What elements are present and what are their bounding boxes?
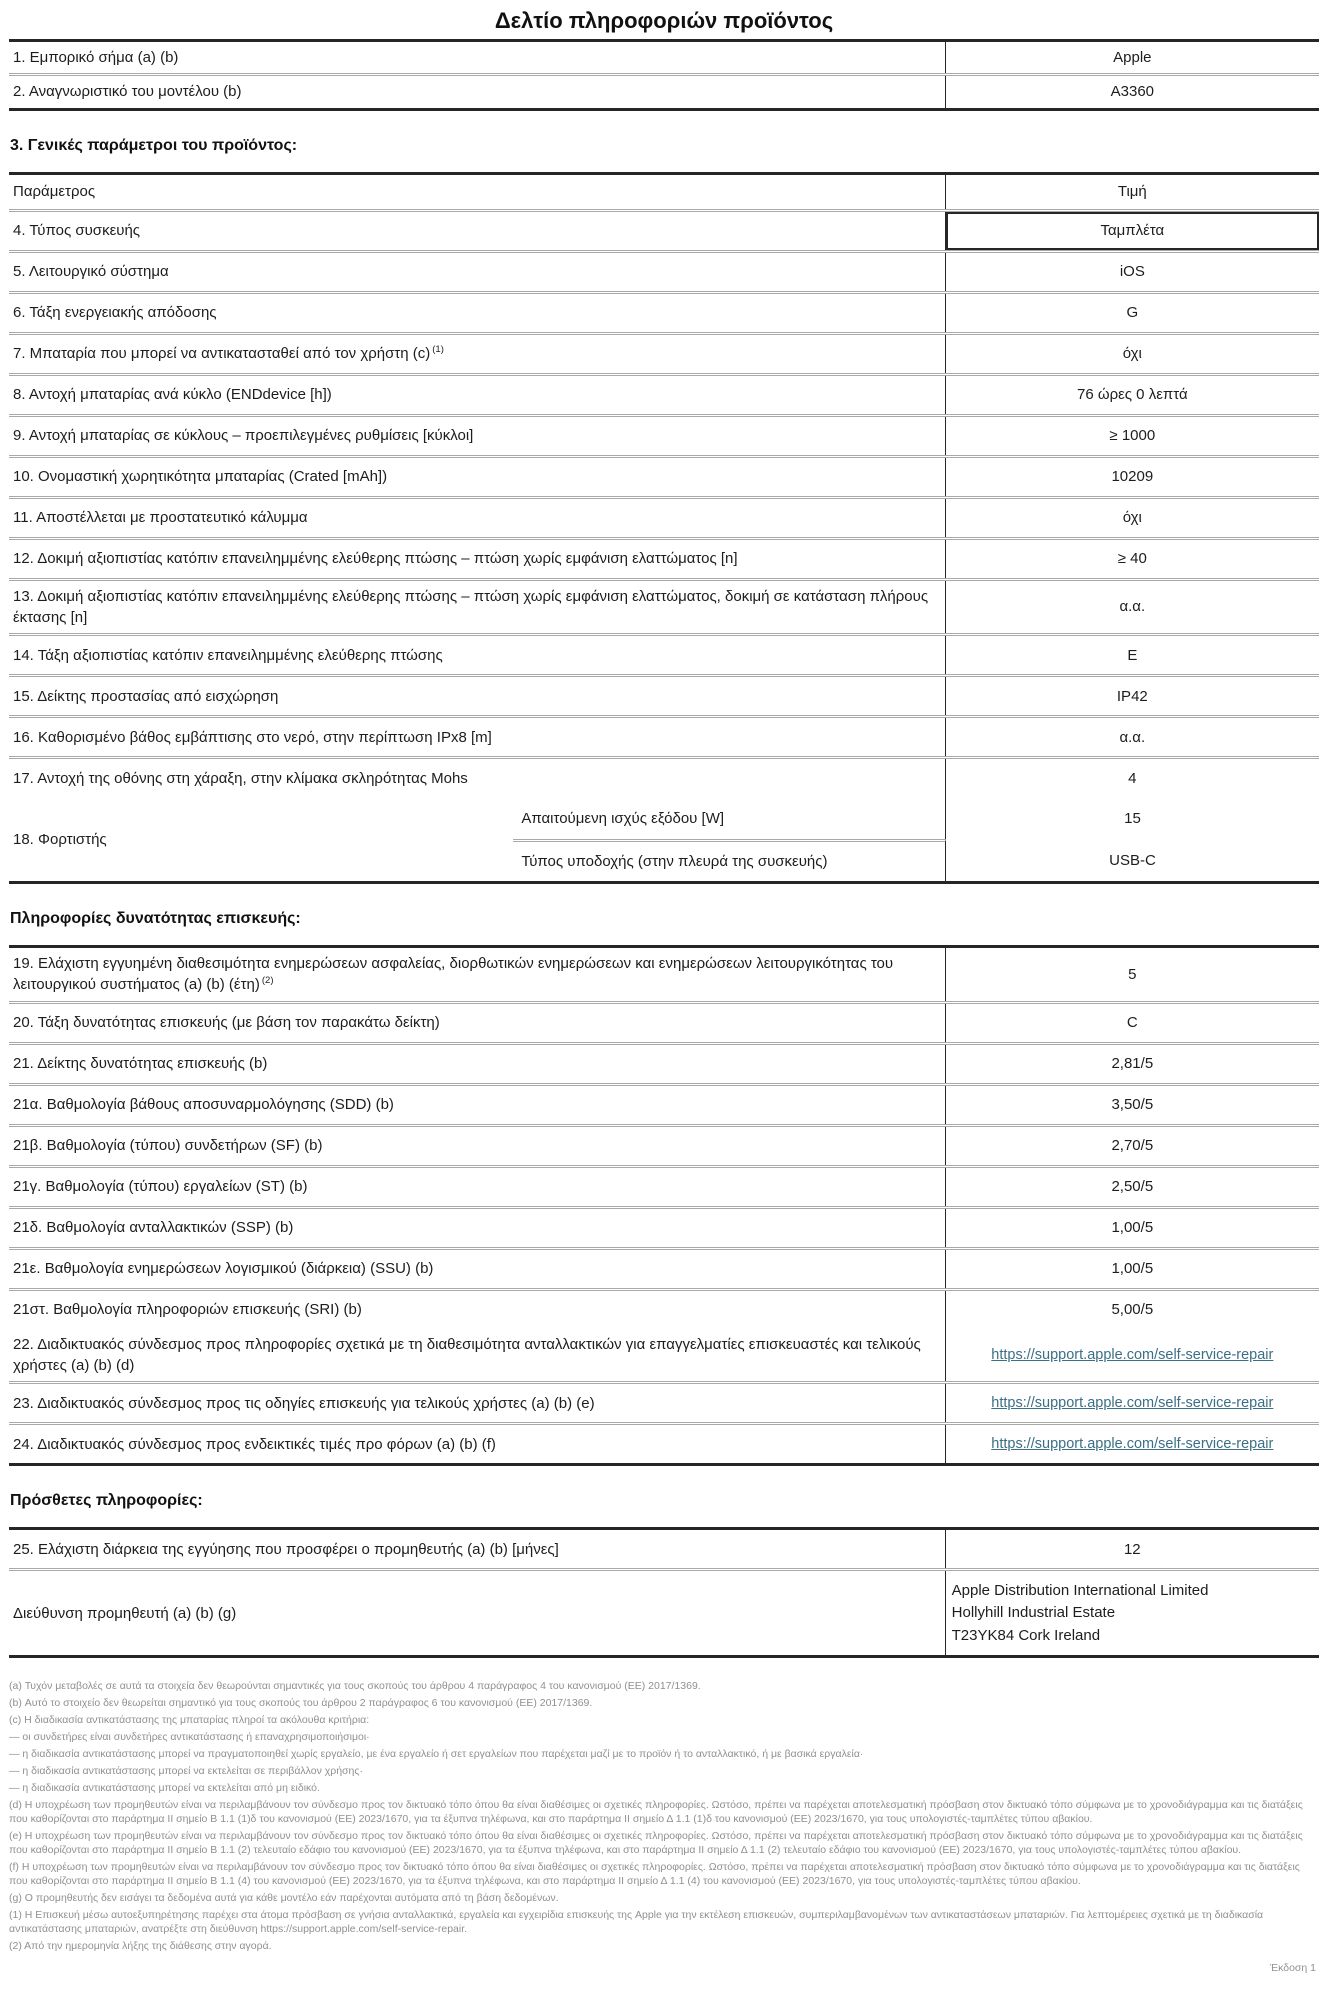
table-row [9,1165,1319,1206]
param-label: 8. Αντοχή μπαταρίας ανά κύκλο (ENDdevice [h]) [9,376,946,414]
support-link[interactable]: https://support.apple.com/self-service-repair [991,1346,1274,1363]
param-value: 5,00/5 [1111,1301,1154,1319]
param-label: 21στ. Βαθμολογία πληροφοριών επισκευής (SRI) (b) [9,1291,946,1329]
table-row [9,291,1319,332]
table-row [9,715,1319,756]
footnote: (a) Τυχόν μεταβολές σε αυτά τα στοιχεία δεν θεωρούνται σημαντικές για τους σκοπούς του άρθρου 4 παράγραφος 4 του κανονισμού (ΕΕ) 2017/1369. [9,1680,701,1693]
param-label: 23. Διαδικτυακός σύνδεσμος προς τις οδηγίες επισκευής για τελικούς χρήστες (a) (b) (e) [9,1384,946,1422]
param-value: 4 [1128,769,1137,787]
table-row [9,1247,1319,1288]
table-row [9,414,1319,455]
param-value: E [1127,646,1138,664]
footnote: (e) Η υποχρέωση των προμηθευτών είναι να περιλαμβάνουν τον σύνδεσμο προς τον δικτυακό τόπο όπου θα είναι διαθέσιμες οι σχετικές πληροφορίες. Ωστόσο, πρέπει να παρέχεται αποτελεσματική πρόσβαση στον δικτυακό τόπο σύμφωνα με το χρονοδιάγραμμα και τις διατάξεις που καθορίζονται στο παράρτημα ΙΙ σημείο Β 1.1 (2) τελευταίο εδάφιο του κανονισμού (ΕΕ) 2023/1670, για τα έξυπνα τηλέφωνα, και στο παράρτημα ΙΙ σημείο Δ 1.1 (2) τελευταίο εδάφιο του κανονισμού (ΕΕ) 2023/1670, για τους υπολογιστές-ταμπλέτες τύπου αβακίου. [9,1829,1303,1856]
table-row [9,1083,1319,1124]
param-value: G [1126,304,1139,322]
param-value: α.α. [1119,728,1146,746]
param-label: 7. Μπαταρία που μπορεί να αντικατασταθεί από τον χρήστη (c) $^{(1)}$ [9,335,946,373]
table-row [9,332,1319,373]
table-row-link [9,1422,1319,1463]
table-row-warranty [9,1530,1319,1568]
param-value: IP42 [1116,687,1148,705]
param-value: 10209 [1111,468,1154,486]
param-label: 11. Αποστέλλεται με προστατευτικό κάλυμμα [9,499,946,537]
param-label: 14. Τάξη αξιοπιστίας κατόπιν επανειλημμένης ελεύθερης πτώσης [9,636,946,674]
supplier-address-value [946,1571,1319,1655]
param-label: 17. Αντοχή της οθόνης στη χάραξη, στην κλίμακα σκληρότητας Mohs [9,759,946,797]
table-row-supplier-address [9,1568,1319,1655]
param-value [946,1384,1319,1422]
table-row [9,578,1319,634]
table-row-link [9,1329,1319,1382]
device-type-value-box: Ταμπλέτα [946,212,1319,250]
param-label: 21ε. Βαθμολογία ενημερώσεων λογισμικού (διάρκεια) (SSU) (b) [9,1250,946,1288]
sub-param-value: USB-C [1109,851,1156,869]
param-value: 12 [1123,1540,1141,1558]
param-value: 3,50/5 [1111,1096,1154,1114]
table-row [9,73,1319,107]
param-label: 15. Δείκτης προστασίας από εισχώρηση [9,677,946,715]
param-label: 19. Ελάχιστη εγγυημένη διαθεσιμότητα ενημερώσεων ασφαλείας, διορθωτικών ενημερώσεων και ενημερώσεων λειτουργικότητας του λειτουργικού συστήματος (a) (b) (έτη) $^{(2)}$ [9,948,946,1001]
charger-sub-row [513,839,1319,881]
param-value: όχι [1122,509,1142,527]
table-row [9,948,1319,1001]
sub-param-label: Τύπος υποδοχής (στην πλευρά της συσκευής) [513,839,946,881]
param-label: 20. Τάξη δυνατότητας επισκευής (με βάση τον παρακάτω δείκτη) [9,1004,946,1042]
param-label: 6. Τάξη ενεργειακής απόδοσης [9,294,946,332]
table-row-device-type [9,209,1319,250]
param-value: Apple [1113,49,1152,67]
param-label: 18. Φορτιστής [13,830,107,848]
table-row [9,373,1319,414]
param-value: 5 [1128,965,1137,983]
param-value: 2,81/5 [1111,1055,1154,1073]
repairability-table [9,945,1319,1466]
support-link[interactable]: https://support.apple.com/self-service-repair [991,1436,1274,1453]
param-label: 4. Τύπος συσκευής [9,212,946,250]
param-label: 25. Ελάχιστη διάρκεια της εγγύησης που προσφέρει ο προμηθευτής (a) (b) [μήνες] [9,1530,946,1568]
param-value: 1,00/5 [1111,1260,1154,1278]
param-label: 1. Εμπορικό σήμα (a) (b) [9,42,946,73]
param-label: 2. Αναγνωριστικό του μοντέλου (b) [9,76,946,107]
charger-sub-rows [513,797,1319,881]
table-row [9,633,1319,674]
param-label: 21γ. Βαθμολογία (τύπου) εργαλείων (ST) (b) [9,1168,946,1206]
footnote: (b) Αυτό το στοιχείο δεν θεωρείται σημαντικό για τους σκοπούς του άρθρου 2 παράγραφος 6 του κανονισμού (ΕΕ) 2017/1369. [9,1697,593,1710]
address-line: Apple Distribution International Limited [951,1581,1209,1599]
table-row [9,42,1319,73]
footnote: — η διαδικασία αντικατάστασης μπορεί να εκτελείται σε περιβάλλον χρήσης· [9,1765,363,1778]
footnote: — οι συνδετήρες είναι συνδετήρες αντικατάστασης ή επαναχρησιμοποιήσιμοι· [9,1731,370,1744]
charger-sub-row [513,797,1319,839]
section-heading-general: 3. Γενικές παράμετροι του προϊόντος: [10,136,298,154]
table-row [9,496,1319,537]
param-value: α.α. [1119,598,1146,616]
param-label: Διεύθυνση προμηθευτή (a) (b) (g) [9,1571,946,1655]
support-link[interactable]: https://support.apple.com/self-service-repair [991,1395,1274,1412]
param-label: 24. Διαδικτυακός σύνδεσμος προς ενδεικτικές τιμές προ φόρων (a) (b) (f) [9,1425,946,1463]
table-row [9,455,1319,496]
param-label: 21. Δείκτης δυνατότητας επισκευής (b) [9,1045,946,1083]
param-value: 2,70/5 [1111,1137,1154,1155]
param-value: ≥ 40 [1117,550,1147,568]
table-row [9,1288,1319,1329]
param-value: 1,00/5 [1111,1219,1154,1237]
param-label: 9. Αντοχή μπαταρίας σε κύκλους – προεπιλεγμένες ρυθμίσεις [κύκλοι] [9,417,946,455]
header-parameter: Παράμετρος [9,175,946,209]
param-value: 76 ώρες 0 λεπτά [1077,386,1188,404]
sub-param-label: Απαιτούμενη ισχύς εξόδου [W] [513,797,946,839]
identity-table [9,39,1319,111]
param-value: iOS [1119,263,1145,281]
table-row [9,1124,1319,1165]
footnote: (c) Η διαδικασία αντικατάστασης της μπαταρίας πληροί τα ακόλουθα κριτήρια: [9,1714,370,1727]
footnote: — η διαδικασία αντικατάστασης μπορεί να πραγματοποιηθεί χωρίς εργαλείο, με ένα εργαλείο ή σετ εργαλείων που παρέχεται μαζί με το προϊόν ή το ανταλλακτικό, ή με βασικά εργαλεία· [9,1748,864,1761]
address-line: Hollyhill Industrial Estate [951,1604,1116,1622]
table-row [9,537,1319,578]
table-row [9,1206,1319,1247]
param-label: 16. Καθορισμένο βάθος εμβάπτισης στο νερό, στην περίπτωση IPx8 [m] [9,718,946,756]
section-heading-repairability: Πληροφορίες δυνατότητας επισκευής: [10,910,301,928]
table-row [9,1001,1319,1042]
footnote-superscript: (2) [261,975,274,987]
param-value: 2,50/5 [1111,1178,1154,1196]
table-row-charger [9,797,1319,881]
additional-info-table [9,1527,1319,1658]
footnote: (f) Η υποχρέωση των προμηθευτών είναι να περιλαμβάνουν τον σύνδεσμο προς τον δικτυακό τόπο όπου θα είναι διαθέσιμες οι σχετικές πληροφορίες. Ωστόσο, πρέπει να παρέχεται αποτελεσματική πρόσβαση στον δικτυακό τόπο σύμφωνα με το χρονοδιάγραμμα και τις διατάξεις που καθορίζονται στο παράρτημα ΙΙ σημείο Β 1.1 (4) του κανονισμού (ΕΕ) 2023/1670, για τα έξυπνα τηλέφωνα, και στο παράρτημα ΙΙ σημείο Δ 1.1 (4) του κανονισμού (ΕΕ) 2023/1670, για τους υπολογιστές-ταμπλέτες τύπου αβακίου. [9,1860,1300,1887]
param-label: 21β. Βαθμολογία (τύπου) συνδετήρων (SF) (b) [9,1127,946,1165]
sub-param-value: 15 [1124,809,1141,827]
param-value: όχι [1122,345,1142,363]
table-row [9,1042,1319,1083]
param-label: 21δ. Βαθμολογία ανταλλακτικών (SSP) (b) [9,1209,946,1247]
version-label: Έκδοση 1 [1269,1961,1316,1974]
address-line: T23YK84 Cork Ireland [951,1626,1101,1644]
footnote: (g) Ο προμηθευτής δεν εισάγει τα δεδομένα αυτά για κάθε μοντέλο εάν παρέχονται αυτόματα από τη βάση δεδομένων. [9,1891,559,1904]
param-value [946,1329,1319,1382]
footnote: (2) Από την ημερομηνία λήξης της διάθεσης στην αγορά. [9,1939,272,1952]
param-label: 10. Ονομαστική χωρητικότητα μπαταρίας (Crated [mAh]) [9,458,946,496]
header-value: Τιμή [1117,183,1147,201]
footnote: (1) Η Επισκευή μέσω αυτοεξυπηρέτησης παρέχει στα άτομα πρόσβαση σε γνήσια ανταλλακτικά, εργαλεία και εγχειρίδια επισκευής της Apple για την εκτέλεση επισκευών, συμπεριλαμβανομένων των αντικαταστάσεων μπαταριών. Για λεπτομέρειες σχετικά με τη διαδικασία αντικατάστασης μπαταριών, ανατρέξτε στη διεύθυνση https://support.apple.com/self-service-repair. [9,1908,1264,1935]
table-row-link [9,1381,1319,1422]
page-title: Δελτίο πληροφοριών προϊόντος [494,8,834,33]
section-heading-additional: Πρόσθετες πληροφορίες: [10,1492,203,1510]
table-row [9,250,1319,291]
table-header-row [9,175,1319,209]
param-label: 13. Δοκιμή αξιοπιστίας κατόπιν επανειλημμένης ελεύθερης πτώσης – πτώση χωρίς εμφάνιση ελαττώματος, δοκιμή σε κατάσταση πλήρους έκτασης [n] [9,581,946,634]
param-value: ≥ 1000 [1109,427,1156,445]
param-label: 22. Διαδικτυακός σύνδεσμος προς πληροφορίες σχετικά με τη διαθεσιμότητα ανταλλακτικών για επαγγελματίες επισκευαστές και τελικούς χρήστες (a) (b) (d) [9,1329,946,1382]
param-value: A3360 [1110,83,1154,101]
footnotes [9,1680,1319,1953]
footnote: (d) Η υποχρέωση των προμηθευτών είναι να περιλαμβάνουν τον σύνδεσμο προς τον δικτυακό τόπο όπου θα είναι διαθέσιμες οι σχετικές πληροφορίες. Ωστόσο, πρέπει να παρέχεται αποτελεσματική πρόσβαση στον δικτυακό τόπο σύμφωνα με το χρονοδιάγραμμα και τις διατάξεις που καθορίζονται στο παράρτημα ΙΙ σημείο Β 1.1 (1)δ του κανονισμού (ΕΕ) 2023/1670, για τα έξυπνα τηλέφωνα, και στο παράρτημα ΙΙ σημείο Δ 1.1 (1)δ του κανονισμού (ΕΕ) 2023/1670, για τους υπολογιστές-ταμπλέτες τύπου αβακίου. [9,1799,1303,1825]
param-label: 12. Δοκιμή αξιοπιστίας κατόπιν επανειλημμένης ελεύθερης πτώσης – πτώση χωρίς εμφάνιση ελαττώματος [n] [9,540,946,578]
table-row [9,756,1319,797]
general-parameters-table [9,172,1319,885]
param-label: 5. Λειτουργικό σύστημα [9,253,946,291]
footnote: — η διαδικασία αντικατάστασης μπορεί να εκτελείται από μη ειδικό. [9,1782,320,1795]
table-row [9,674,1319,715]
param-value: C [1126,1014,1138,1032]
footnote-superscript: (1) [432,343,444,355]
param-label: 21α. Βαθμολογία βάθους αποσυναρμολόγησης (SDD) (b) [9,1086,946,1124]
param-value [946,1425,1319,1463]
